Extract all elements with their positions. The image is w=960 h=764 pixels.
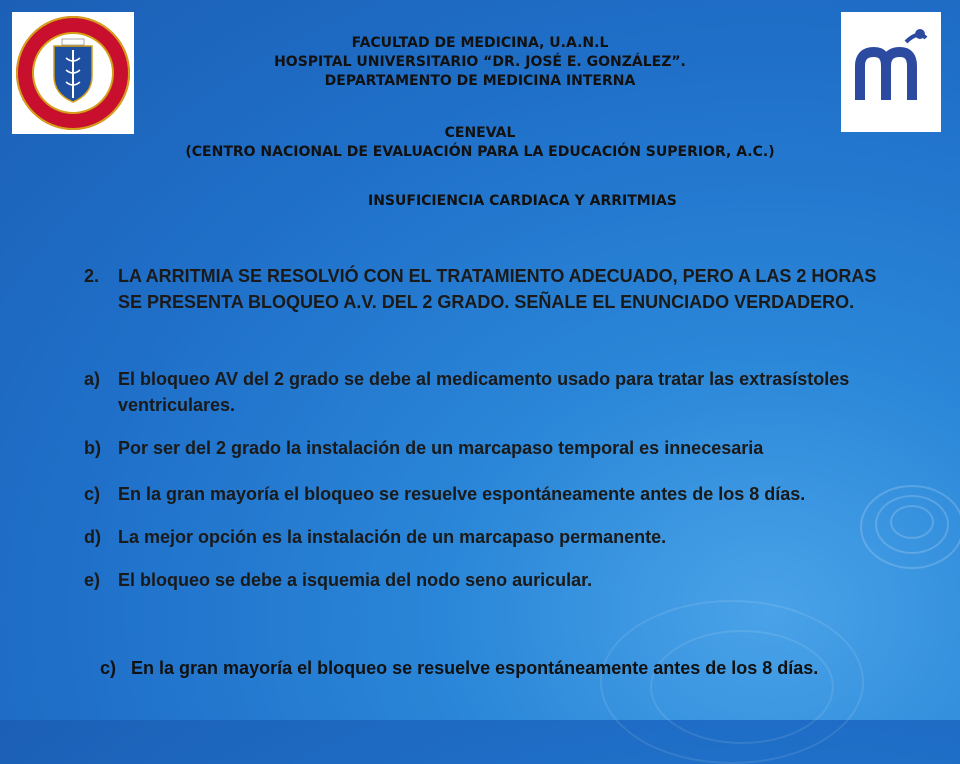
answer-letter: c) [100, 658, 117, 678]
option-text: La mejor opción es la instalación de un marcapaso permanente. [118, 527, 667, 547]
ceneval-title: CENEVAL [444, 125, 516, 141]
option-d [84, 524, 884, 550]
option-e [84, 567, 884, 593]
option-letter: c) [84, 484, 101, 504]
option-letter: a) [84, 369, 101, 389]
hospital-name: HOSPITAL UNIVERSITARIO “DR. JOSÉ E. GONZÁLEZ”. [274, 54, 686, 70]
option-letter: b) [84, 438, 101, 458]
option-text: El bloqueo se debe a isquemia del nodo seno auricular. [118, 570, 593, 590]
option-a [84, 366, 884, 418]
department-name: DEPARTAMENTO DE MEDICINA INTERNA [324, 73, 636, 89]
option-letter: d) [84, 527, 101, 547]
ceneval-subtitle: (CENTRO NACIONAL DE EVALUACIÓN PARA LA EDUCACIÓN SUPERIOR, A.C.) [185, 144, 775, 160]
question-text: LA ARRITMIA SE RESOLVIÓ CON EL TRATAMIENTO ADECUADO, PERO A LAS 2 HORAS SE PRESENTA BLOQUEO A.V. DEL 2 GRADO. SEÑALE EL ENUNCIADO VERDADERO. [118, 266, 877, 312]
question-number: 2. [84, 266, 100, 286]
ceneval-header [110, 124, 850, 162]
institution-header [150, 34, 810, 91]
option-text: El bloqueo AV del 2 grado se debe al medicamento usado para tratar las extrasístoles ventriculares. [118, 369, 850, 415]
option-b [84, 435, 884, 461]
faculty-name: FACULTAD DE MEDICINA, U.A.N.L [351, 35, 609, 51]
option-text: Por ser del 2 grado la instalación de un marcapaso temporal es innecesaria [118, 438, 764, 458]
option-letter: e) [84, 570, 101, 590]
option-text: En la gran mayoría el bloqueo se resuelve espontáneamente antes de los 8 días. [118, 484, 806, 504]
answer-text: En la gran mayoría el bloqueo se resuelve espontáneamente antes de los 8 días. [131, 658, 819, 678]
question [84, 263, 884, 315]
correct-answer [100, 658, 920, 679]
option-c [84, 481, 884, 507]
uanl-medicine-seal-logo [12, 12, 134, 134]
medicina-interna-logo [841, 12, 941, 132]
topic-title: INSUFICIENCIA CARDIACA Y ARRITMIAS [368, 193, 677, 209]
